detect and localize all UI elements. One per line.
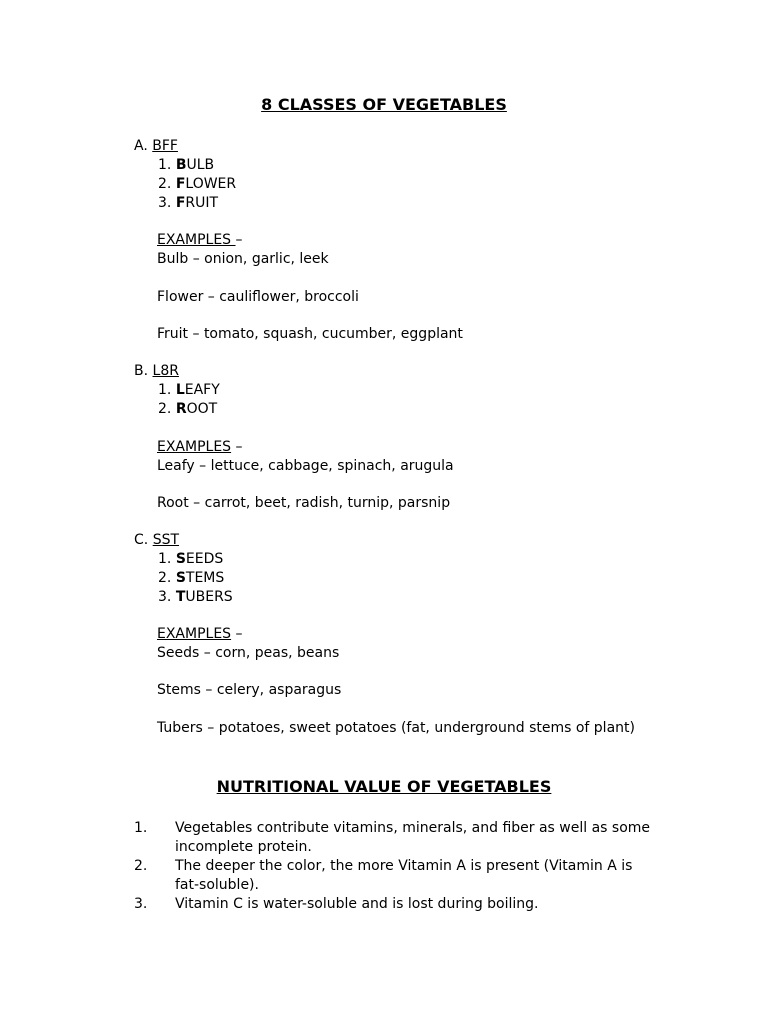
list-item: 2. STEMS xyxy=(158,570,225,586)
example-line: Flower – cauliflower, broccoli xyxy=(157,289,359,305)
section-letter: C. xyxy=(134,532,149,548)
section-letter: B. xyxy=(134,363,149,379)
list-item: 3. Vitamin C is water-soluble and is lost during boiling. xyxy=(134,896,539,912)
section-code: SST xyxy=(152,532,180,548)
list-item: 2. FLOWER xyxy=(158,176,237,192)
section-letter: A. xyxy=(134,138,148,154)
nutrition-title: NUTRITIONAL VALUE OF VEGETABLES xyxy=(216,777,552,796)
list-item: 2. ROOT xyxy=(158,401,218,417)
list-item: 1. SEEDS xyxy=(158,551,224,567)
list-item: 1. Vegetables contribute vitamins, minerals, and fiber as well as some incomplete protein. xyxy=(134,820,651,855)
example-line: Tubers – potatoes, sweet potatoes (fat, underground stems of plant) xyxy=(157,720,635,736)
section-code: BFF xyxy=(152,138,178,154)
examples-label: EXAMPLES – xyxy=(157,439,243,455)
example-line: Root – carrot, beet, radish, turnip, parsnip xyxy=(157,495,451,511)
list-item: 1. LEAFY xyxy=(158,382,220,398)
list-item: 3. TUBERS xyxy=(158,589,233,605)
example-line: Stems – celery, asparagus xyxy=(157,682,342,698)
examples-label: EXAMPLES – xyxy=(157,626,243,642)
example-line: Fruit – tomato, squash, cucumber, eggplant xyxy=(157,326,463,342)
example-line: Seeds – corn, peas, beans xyxy=(157,645,340,661)
list-item: 1. BULB xyxy=(158,157,215,173)
list-item: 2. The deeper the color, the more Vitamin A is present (Vitamin A is fat-soluble). xyxy=(134,858,633,893)
section-a-heading xyxy=(134,137,178,156)
section-c-heading xyxy=(134,531,179,550)
nutrition-list xyxy=(134,819,654,914)
page-title: 8 CLASSES OF VEGETABLES xyxy=(261,95,507,114)
example-line: Bulb – onion, garlic, leek xyxy=(157,251,329,267)
example-line: Leafy – lettuce, cabbage, spinach, arugula xyxy=(157,458,454,474)
examples-label: EXAMPLES – xyxy=(157,232,243,248)
section-code: L8R xyxy=(152,363,179,379)
section-b-heading xyxy=(134,362,179,381)
list-item: 3. FRUIT xyxy=(158,195,219,211)
